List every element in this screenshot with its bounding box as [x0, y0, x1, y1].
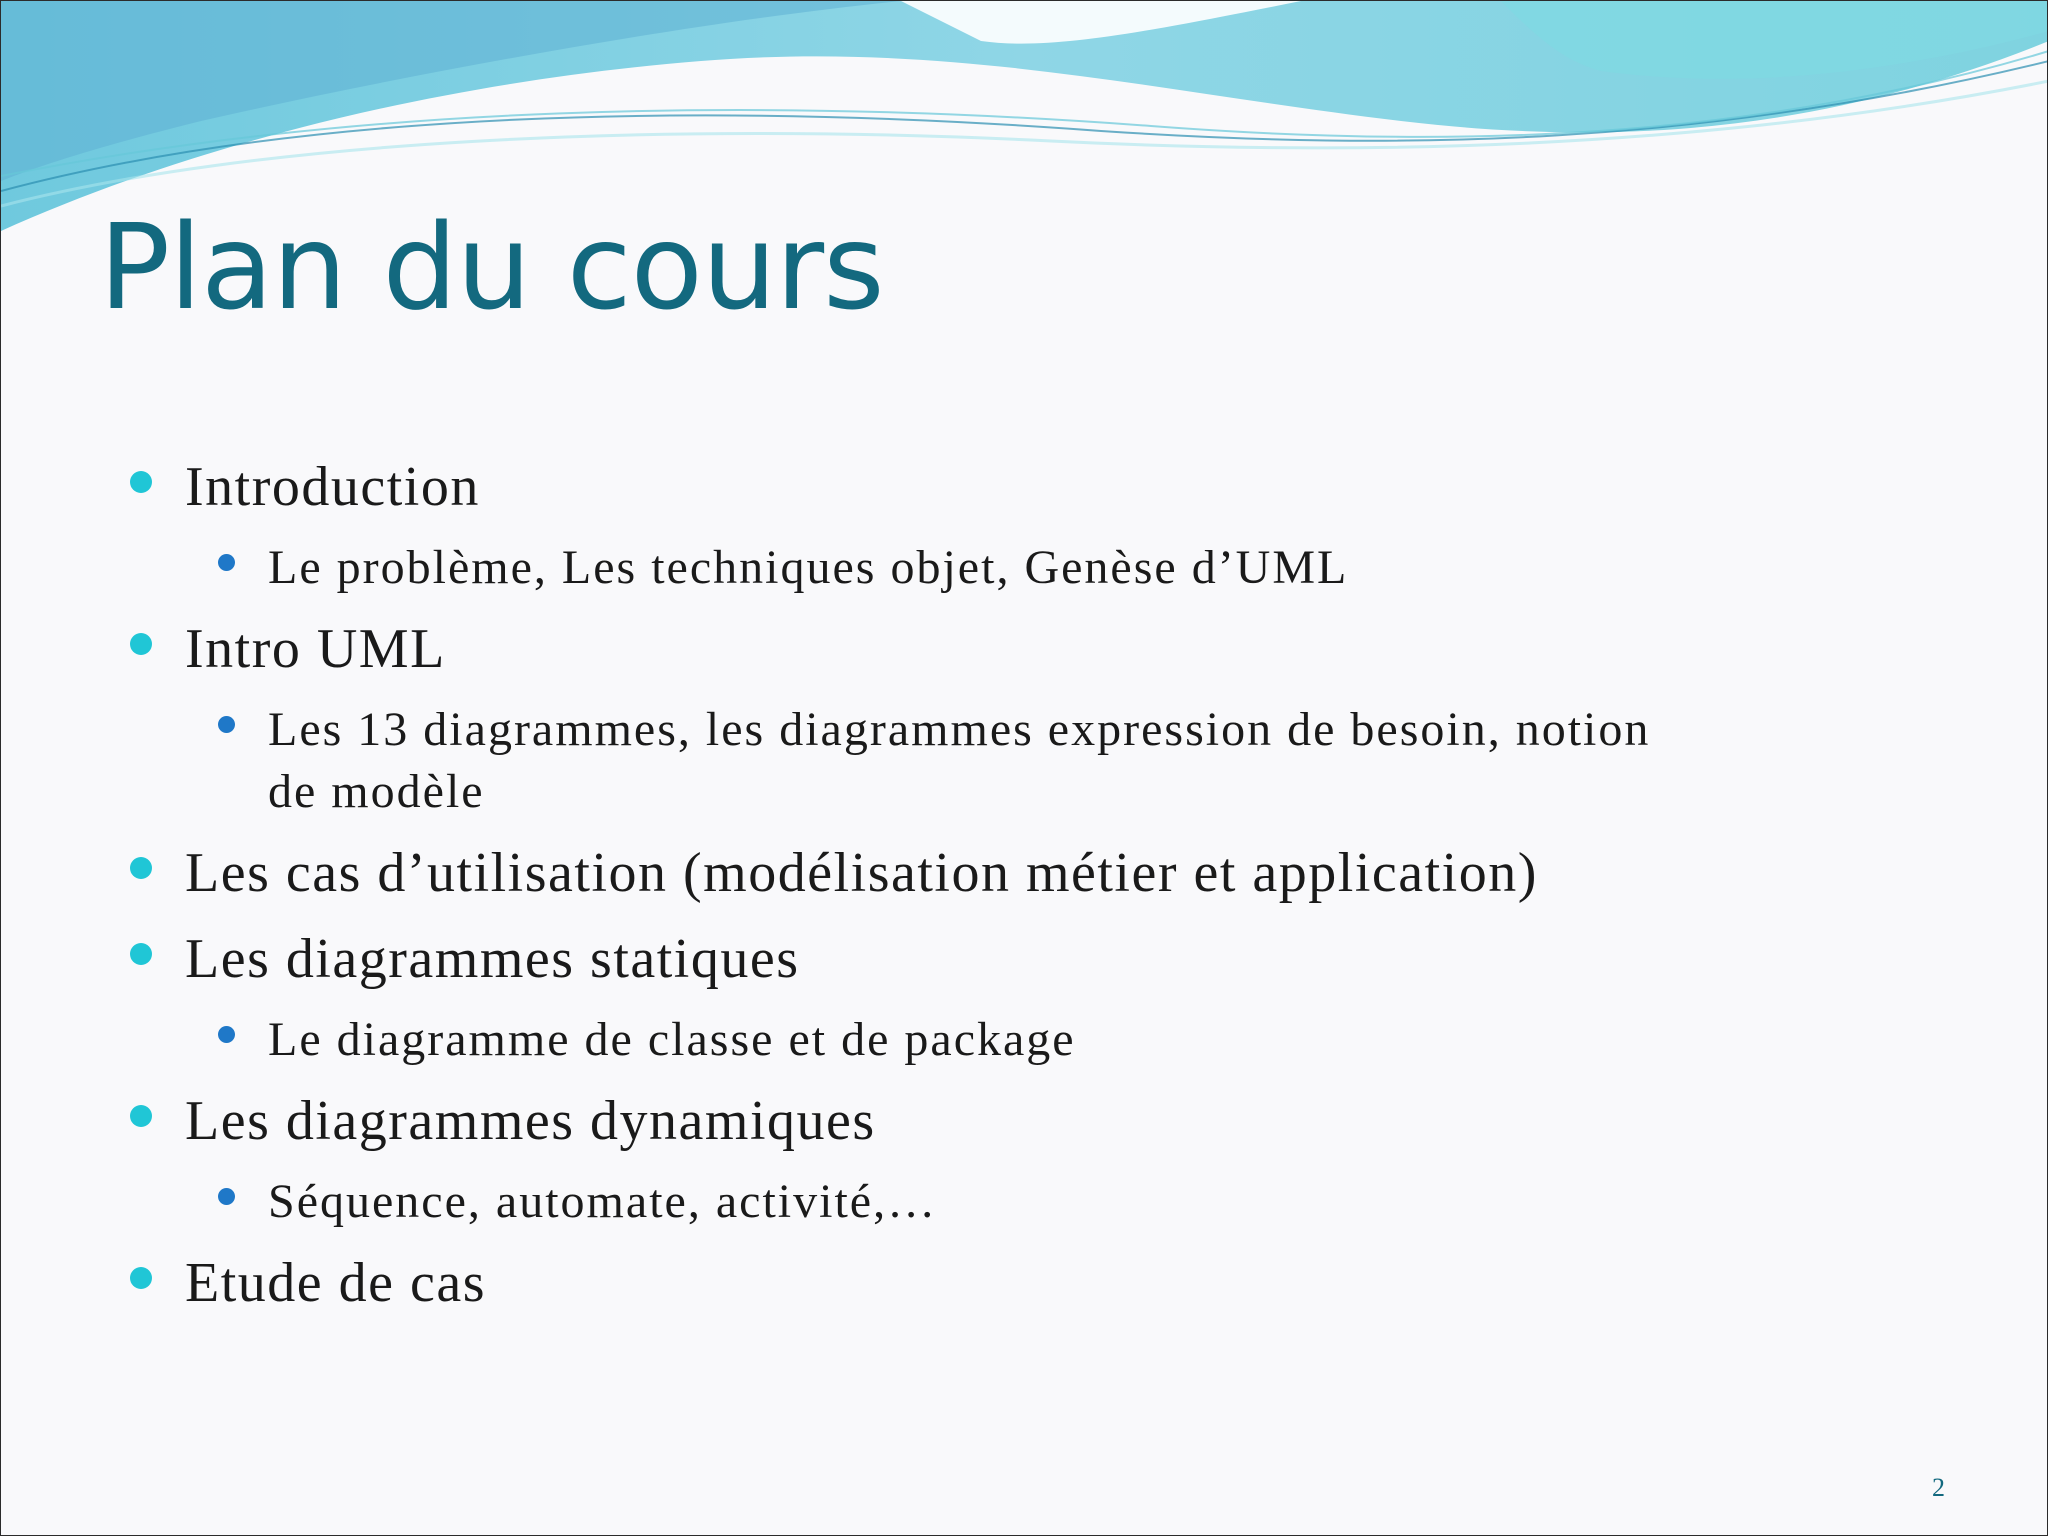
bullet-dot-icon — [130, 857, 152, 879]
list-subitem — [268, 1171, 937, 1233]
list-item — [185, 841, 1538, 905]
list-item-text: Les diagrammes dynamiques — [185, 1090, 876, 1152]
list-item — [185, 455, 480, 519]
slide-title: Plan du cours — [99, 198, 884, 336]
list-subitem — [268, 699, 1650, 823]
bullet-dot-icon — [218, 1026, 235, 1043]
list-item-text: Introduction — [185, 456, 480, 518]
list-item-text: Etude de cas — [185, 1252, 486, 1314]
bullet-dot-icon — [130, 1105, 152, 1127]
list-subitem — [268, 1009, 1076, 1071]
list-item — [185, 617, 446, 681]
list-item — [185, 927, 800, 991]
list-item-text: Intro UML — [185, 618, 446, 680]
list-item — [185, 1251, 486, 1315]
bullet-dot-icon — [218, 716, 235, 733]
bullet-dot-icon — [130, 943, 152, 965]
list-subitem-text: Les 13 diagrammes, les diagrammes expression de besoin, notion — [268, 703, 1651, 756]
list-item-text: Les diagrammes statiques — [185, 928, 800, 990]
list-subitem — [268, 537, 1348, 599]
bullet-dot-icon — [130, 471, 152, 493]
list-subitem-text: Séquence, automate, activité,… — [268, 1175, 938, 1228]
page-number: 2 — [1932, 1473, 1945, 1502]
list-subitem-continuation: de modèle — [268, 765, 485, 818]
list-item — [185, 1089, 876, 1153]
list-subitem-text: Le diagramme de classe et de package — [268, 1013, 1076, 1066]
bullet-dot-icon — [130, 1267, 152, 1289]
list-subitem-text: Le problème, Les techniques objet, Genèse d’UML — [268, 541, 1349, 594]
bullet-dot-icon — [218, 554, 235, 571]
list-item-text: Les cas d’utilisation (modélisation métier et application) — [185, 842, 1538, 904]
bullet-dot-icon — [130, 633, 152, 655]
bullet-dot-icon — [218, 1188, 235, 1205]
